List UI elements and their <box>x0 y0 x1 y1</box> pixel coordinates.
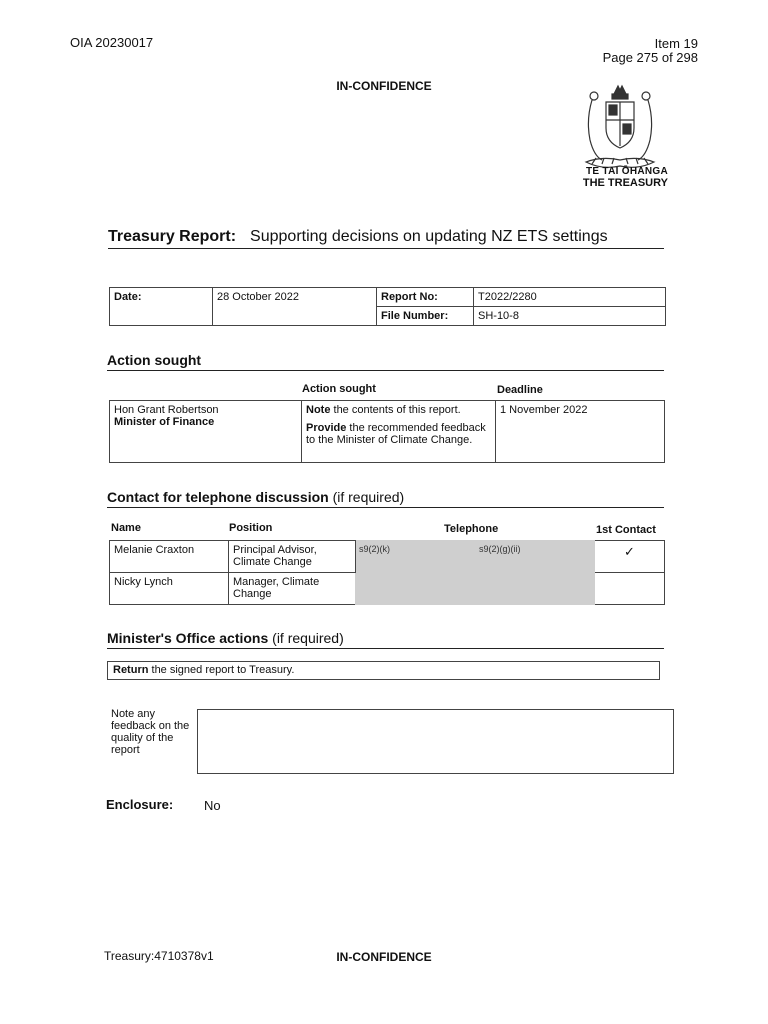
contact-heading-text: Contact for telephone discussion <box>107 489 329 505</box>
col-telephone: Telephone <box>444 523 499 535</box>
action-table <box>109 400 665 463</box>
page-reference <box>603 37 698 65</box>
col-position: Position <box>229 522 273 534</box>
first-contact-tick: ✓ <box>595 541 665 573</box>
classification-top: IN-CONFIDENCE <box>336 79 432 93</box>
first-contact-empty <box>595 573 665 605</box>
action-sought-heading <box>107 352 664 371</box>
file-number-value: SH-10-8 <box>474 307 666 326</box>
feedback-label: Note any feedback on the quality of the report <box>111 708 190 756</box>
enclosure-label: Enclosure: <box>106 797 174 812</box>
col-action-sought: Action sought <box>302 383 376 395</box>
file-number-label: File Number: <box>377 307 474 326</box>
page-number: Page 275 of 298 <box>602 50 698 65</box>
return-instruction-box <box>107 661 660 680</box>
redaction-label-g: s9(2)(g)(ii) <box>479 544 521 554</box>
title-label: Treasury Report: <box>108 228 237 245</box>
office-heading-text: Minister's Office actions <box>107 630 269 646</box>
provide-bold: Provide <box>306 422 347 434</box>
report-no-label: Report No: <box>377 288 474 307</box>
treasury-logo <box>560 166 668 189</box>
contact-heading <box>107 489 664 508</box>
provide-text: the recommended feedback to the Minister of Climate Change. <box>306 422 486 446</box>
minister-title: Minister of Finance <box>114 416 215 428</box>
enclosure-value: No <box>204 798 221 813</box>
minister-name: Hon Grant Robertson <box>114 404 219 416</box>
col-first-contact: 1st Contact <box>596 524 656 536</box>
note-bold: Note <box>306 404 331 416</box>
redaction-label-k: s9(2)(k) <box>359 544 390 554</box>
action-sought-heading-text: Action sought <box>107 352 202 368</box>
action-cell <box>302 401 496 463</box>
oia-reference: OIA 20230017 <box>70 35 154 50</box>
note-text: the contents of this report. <box>330 404 461 416</box>
logo-english-text: THE TREASURY <box>582 177 668 189</box>
col-deadline: Deadline <box>497 384 543 396</box>
footer-doc-ref: Treasury:4710378v1 <box>104 949 214 963</box>
contact-position: Principal Advisor, Climate Change <box>229 541 356 573</box>
report-no-value: T2022/2280 <box>474 288 666 307</box>
contact-table <box>109 540 665 605</box>
office-actions-heading <box>107 630 664 649</box>
title-text: Supporting decisions on updating NZ ETS settings <box>250 228 608 245</box>
table-row <box>110 541 665 573</box>
contact-name: Nicky Lynch <box>110 573 229 605</box>
contact-heading-suffix: (if required) <box>328 489 405 505</box>
office-heading-suffix: (if required) <box>268 630 344 646</box>
return-bold: Return <box>113 664 149 676</box>
feedback-box[interactable] <box>197 709 674 774</box>
logo-maori-text: TE TAI ŌHANGA <box>585 166 668 177</box>
return-text: the signed report to Treasury. <box>148 664 295 676</box>
minister-cell <box>110 401 302 463</box>
report-title <box>108 228 664 249</box>
classification-bottom: IN-CONFIDENCE <box>336 950 432 964</box>
telephone-redaction <box>356 541 595 605</box>
contact-name: Melanie Craxton <box>110 541 229 573</box>
details-table <box>109 287 666 326</box>
deadline-value: 1 November 2022 <box>496 401 665 463</box>
contact-position: Manager, Climate Change <box>229 573 356 605</box>
col-name: Name <box>111 522 141 534</box>
item-number: Item 19 <box>654 36 698 51</box>
date-label: Date: <box>110 288 213 326</box>
date-value: 28 October 2022 <box>213 288 377 326</box>
